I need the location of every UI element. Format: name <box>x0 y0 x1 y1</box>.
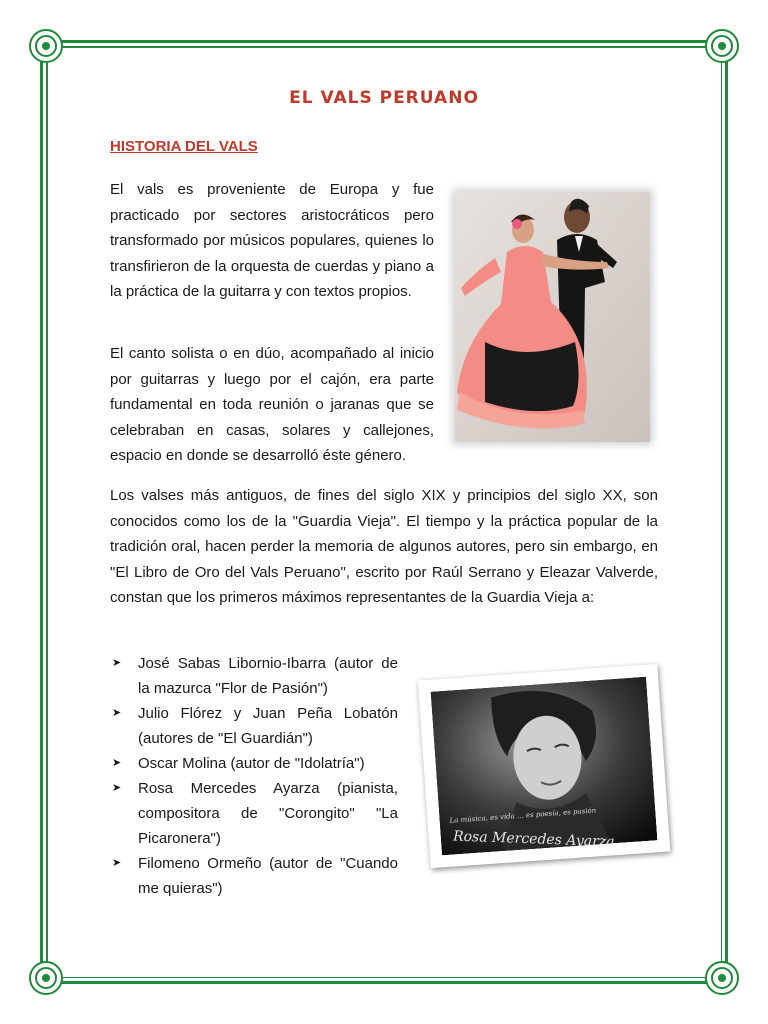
border-bottom-inner <box>52 977 716 979</box>
portrait-photo <box>431 677 658 856</box>
portrait-photo-frame <box>418 664 671 868</box>
arrowhead-icon: ➤ <box>112 857 122 869</box>
list-item <box>110 776 398 851</box>
paragraph-guardia-vieja: Los valses más antiguos, de fines del siglo XIX y principios del siglo XX, son conocidos como los de la "Guardia Vieja". El tiempo y la práctica popular de la tradición oral, hacen perder la memoria de algunos autores, pero sin embargo, en "El Libro de Oro del Vals Peruano", escrito por Raúl Serrano y Eleazar Valverde, constan que los primeros máximos representantes de la Guardia Vieja a: <box>110 487 658 606</box>
border-bottom-outer <box>52 981 716 984</box>
border-right-outer <box>725 52 728 972</box>
list-item <box>110 651 398 701</box>
paragraph-singing: El canto solista o en dúo, acompañado al inicio por guitarras y luego por el cajón, era parte fundamental en toda reunión o jaranas que se celebraban en casas, solares y callejones, espacio en donde se desarrolló éste género. <box>110 345 434 464</box>
list-item <box>110 701 398 751</box>
list-item-text: Oscar Molina (autor de "Idolatría") <box>138 755 365 772</box>
list-item-text: Julio Flórez y Juan Peña Lobatón (autores de "El Guardián") <box>138 705 398 747</box>
arrowhead-icon: ➤ <box>112 657 122 669</box>
list-item <box>110 851 398 901</box>
corner-ornament-icon <box>26 958 66 998</box>
list-item-text: Rosa Mercedes Ayarza (pianista, compositora de "Corongito" "La Picaronera") <box>138 780 398 847</box>
corner-ornament-icon <box>702 26 742 66</box>
list-item <box>110 751 398 776</box>
list-item-text: José Sabas Libornio-Ibarra (autor de la mazurca "Flor de Pasión") <box>138 655 398 697</box>
border-left-inner <box>46 52 48 972</box>
portrait-signature: Rosa Mercedes Ayarza <box>452 828 615 851</box>
representatives-list <box>110 651 398 901</box>
border-left-outer <box>40 52 43 972</box>
list-item-text: Filomeno Ormeño (autor de "Cuando me quieras") <box>138 855 398 897</box>
border-top-outer <box>52 40 716 43</box>
section-heading: HISTORIA DEL VALS <box>110 138 258 155</box>
paragraph-origin: El vals es proveniente de Europa y fue practicado por sectores aristocráticos pero transformado por músicos populares, quienes lo transfirieron de la orquesta de cuerdas y piano a la práctica de la guitarra y con textos propios. <box>110 181 434 300</box>
portrait-motto: La música, es vida ... es poesía, es pasión <box>449 806 597 825</box>
arrowhead-icon: ➤ <box>112 782 122 794</box>
arrowhead-icon: ➤ <box>112 757 122 769</box>
corner-ornament-icon <box>26 26 66 66</box>
border-right-inner <box>721 52 723 972</box>
dancers-photo <box>455 192 650 442</box>
arrowhead-icon: ➤ <box>112 707 122 719</box>
corner-ornament-icon <box>702 958 742 998</box>
border-top-inner <box>52 46 716 48</box>
page-title: EL VALS PERUANO <box>289 88 479 108</box>
